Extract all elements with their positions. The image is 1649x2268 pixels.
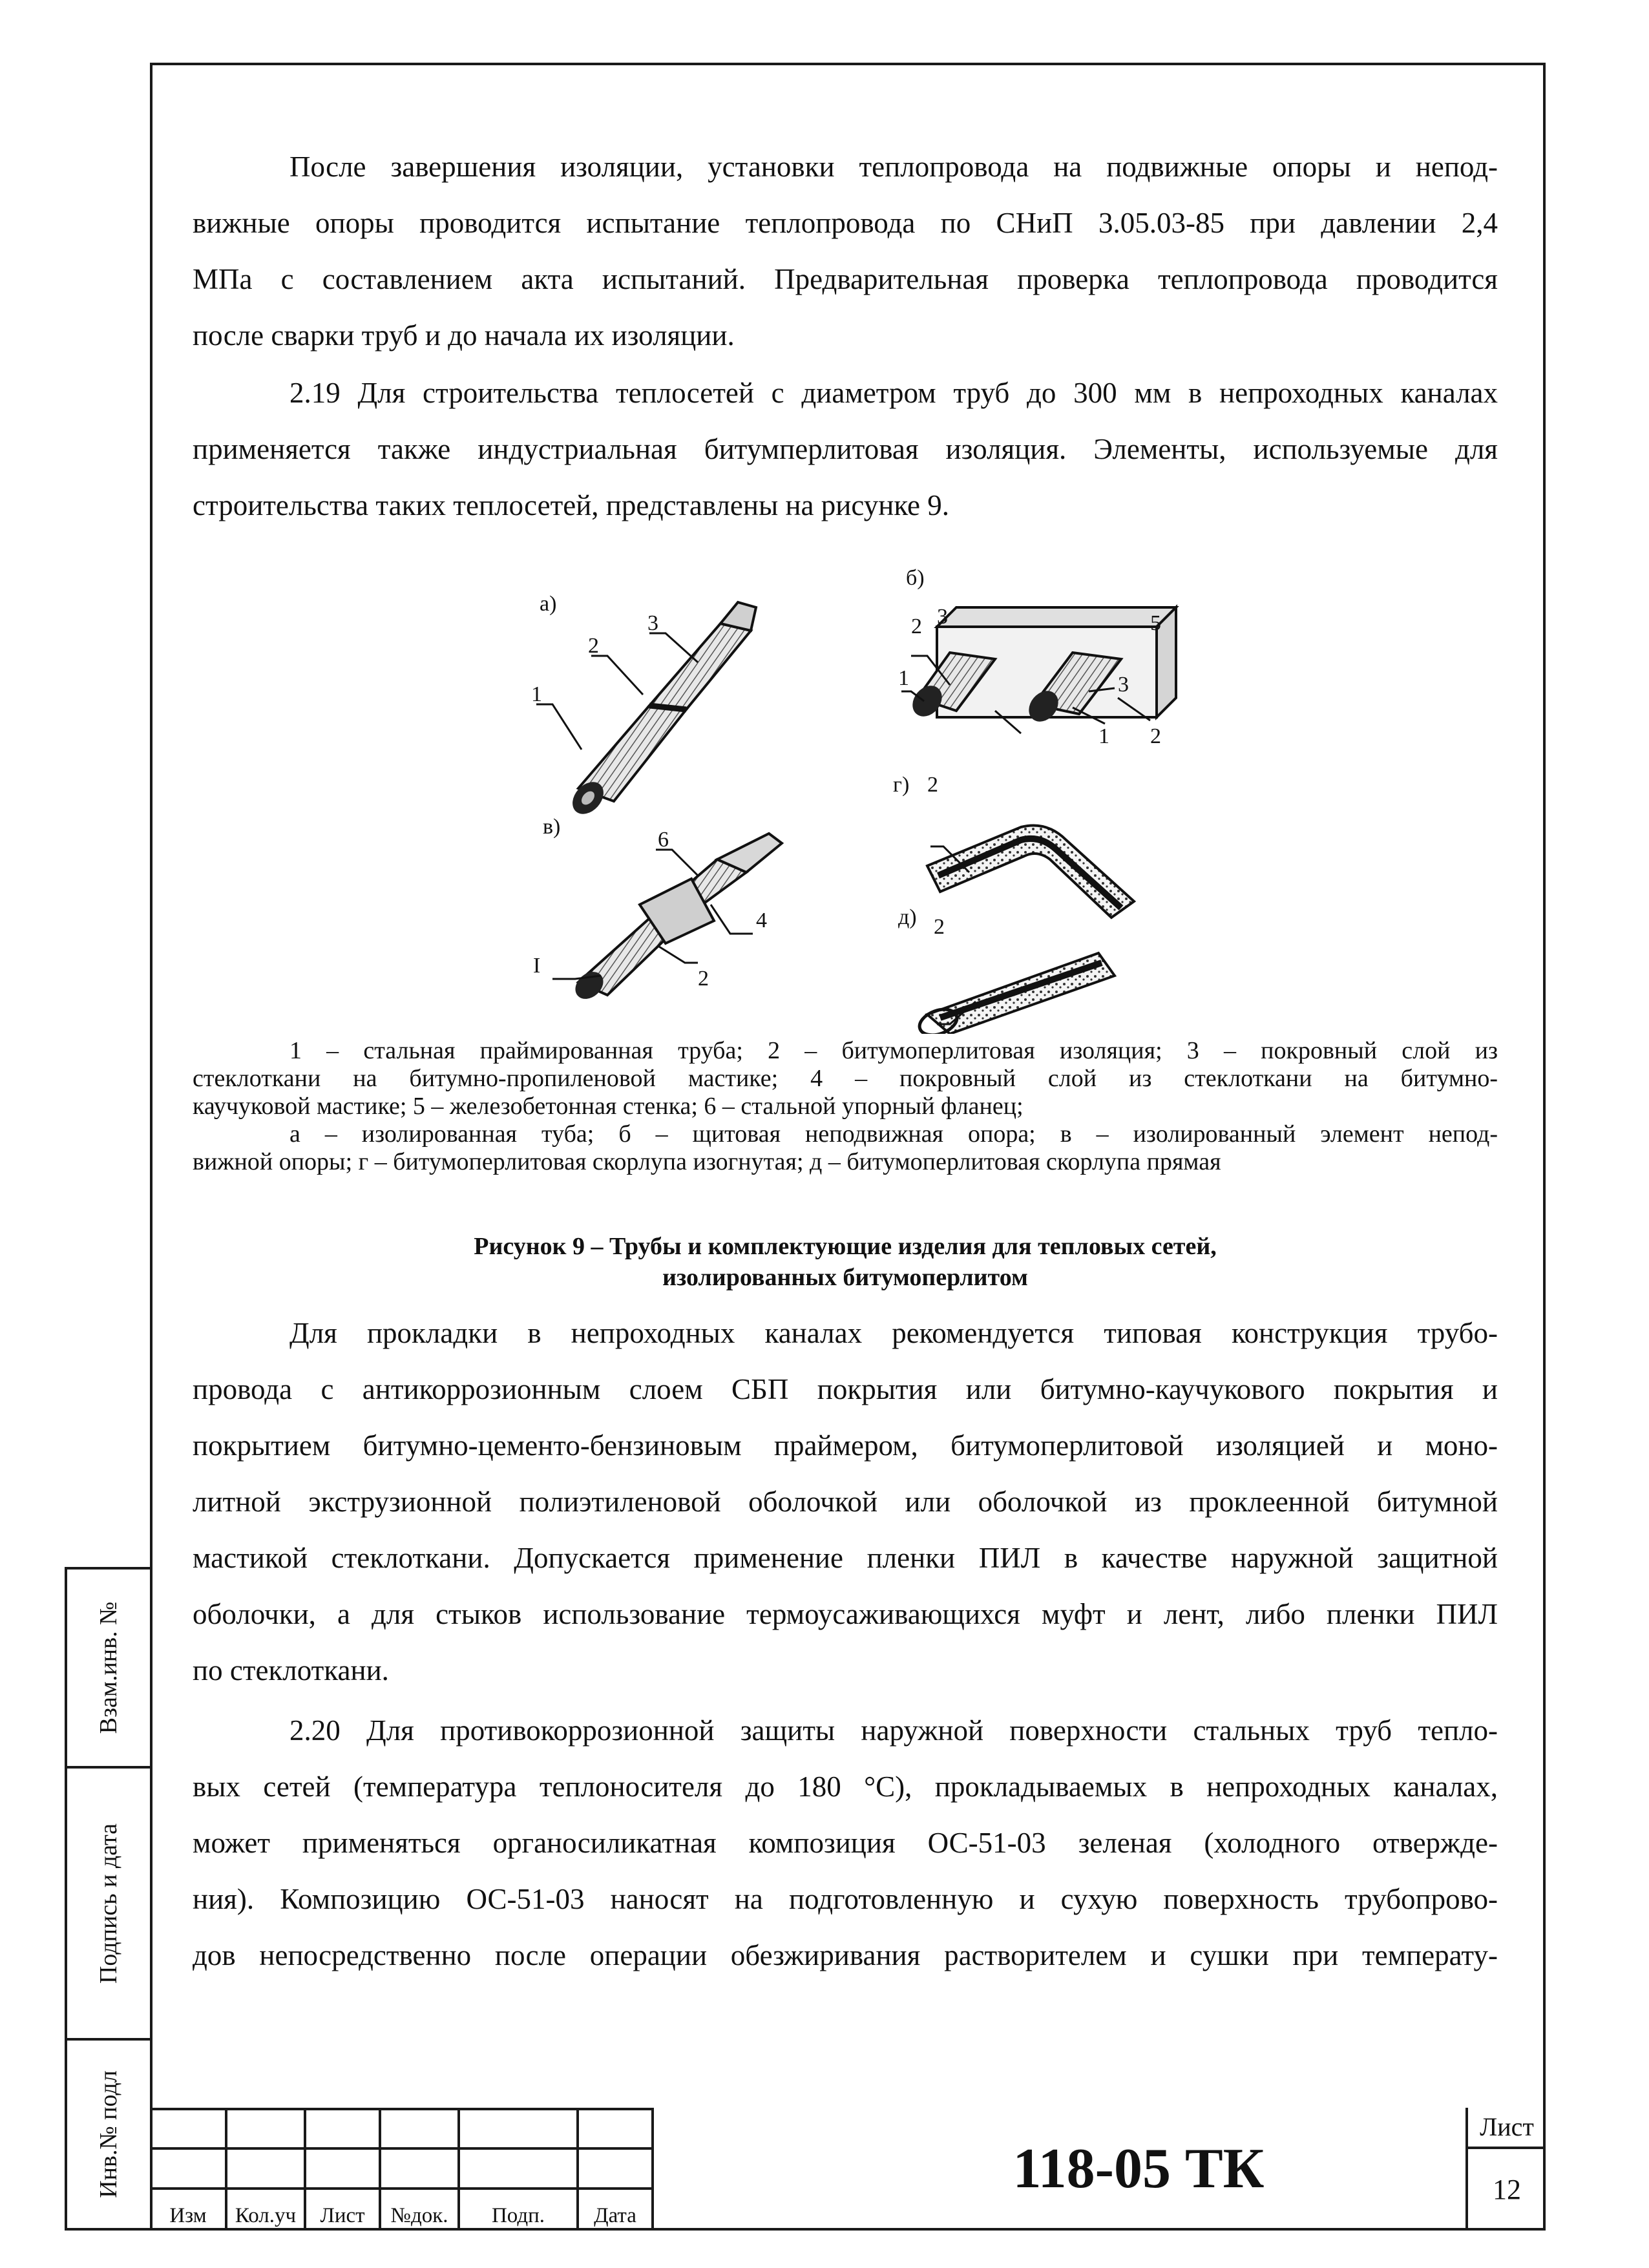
sheet-box [1465,2108,1546,2231]
stamp-label-podp: Подп. [491,2204,545,2227]
sidebar-label-podpis: Подпись и дата [95,1823,122,1984]
sidebar-podpis-data [65,1766,150,2041]
callout-b-3a: 3 [937,605,948,629]
panel-label-b: б) [906,566,925,590]
figure-title-line: изолированных битумоперлитом [662,1264,1028,1291]
sidebar-label-inv: Инв.№ подл [95,2070,122,2198]
panel-label-g: г) [893,773,910,797]
text-line: после сварки труб и до начала их изоляции. [193,319,735,352]
sheet-number: 12 [1493,2174,1521,2205]
callout-b-1b: 1 [1098,724,1109,748]
legend-line: 1 – стальная праймированная труба; 2 – битумоперлитовая изоляция; 3 – покровный слой из [289,1037,1498,1064]
text-line: вых сетей (температура теплоносителя до 180 °С), прокладываемых в непроходных каналах, [193,1770,1498,1803]
sidebar-inv-podl [65,2038,150,2231]
callout-b-2: 2 [911,614,922,638]
paragraph-1 [193,139,1498,364]
panel-label-a: а) [540,592,557,616]
text-line: мастикой стеклоткани. Допускается применение пленки ПИЛ в качестве наружной защитной [193,1542,1498,1574]
text-line: После завершения изоляции, установки теплопровода на подвижные опоры и непод- [289,151,1498,183]
stamp-label-izm: Изм [169,2204,207,2227]
figure-legend [193,1037,1498,1176]
callout-v-6: 6 [658,828,669,852]
document-id: 118-05 ТК [1013,2137,1265,2200]
callout-d-2: 2 [934,915,945,939]
callout-a-2: 2 [588,634,599,658]
legend-line: каучуковой мастике; 5 – железобетонная стенка; 6 – стальной упорный фланец; [193,1093,1024,1120]
legend-line: стеклоткани на битумно-пропиленовой мастике; 4 – покровный слой из стеклоткани на битумно- [193,1065,1498,1092]
sheet-label: Лист [1468,2108,1546,2149]
sidebar-label-vzam: Взам.инв. № [95,1601,122,1734]
text-line: вижные опоры проводится испытание теплопровода по СНиП 3.05.03-85 при давлении 2,4 [193,207,1498,239]
paragraph-3 [193,1305,1498,1699]
text-line: ния). Композицию ОС-51-03 наносят на подготовленную и сухую поверхность трубопрово- [193,1883,1498,1915]
sidebar-vzam-inv [65,1567,150,1769]
callout-a-3: 3 [647,611,658,635]
callout-v-2: 2 [698,967,709,991]
paragraph-2-20 [193,1703,1498,1984]
text-line: по стеклоткани. [193,1654,389,1686]
legend-line: а – изолированная туба; б – щитовая неподвижная опора; в – изолированный элемент непод- [289,1120,1498,1148]
paragraph-2-19 [193,365,1498,534]
text-line: покрытием битумно-цементо-бензиновым праймером, битумоперлитовой изоляцией и моно- [193,1429,1498,1462]
callout-b-5: 5 [1150,611,1161,635]
text-line: может применяться органосиликатная композиция ОС-51-03 зеленая (холодного отвержде- [193,1827,1498,1859]
stamp-label-ndok: №док. [390,2204,448,2227]
text-line: Для прокладки в непроходных каналах рекомендуется типовая конструкция трубо- [289,1317,1498,1349]
shell-straight-d-drawing [916,953,1115,1034]
text-line: провода с антикоррозионным слоем СБП покрытия или битумно-каучукового покрытия и [193,1373,1498,1405]
stamp-label-kol: Кол.уч [235,2204,297,2227]
text-line: 2.19 Для строительства теплосетей с диаметром труб до 300 мм в непроходных каналах [289,377,1498,409]
text-line: дов непосредственно после операции обезжиривания растворителем и сушки при температу- [193,1939,1498,1971]
shell-bent-g-drawing [927,826,1134,918]
figure-title-line: Рисунок 9 – Трубы и комплектующие изделия для тепловых сетей, [474,1233,1217,1260]
title-block [150,2108,1546,2231]
callout-b-3b: 3 [1118,673,1129,697]
text-line: МПа с составлением акта испытаний. Предварительная проверка теплопровода проводится [193,263,1498,295]
callout-v-4: 4 [756,908,767,932]
text-line: строительства таких теплосетей, представлены на рисунке 9. [193,489,950,521]
panel-label-v: в) [543,815,561,839]
figure-title [193,1231,1498,1293]
stamp-label-data: Дата [594,2204,636,2227]
callout-a-1: 1 [531,682,542,706]
figure-9-drawing [504,556,1260,1034]
panel-label-d: д) [898,905,917,929]
text-line: 2.20 Для противокоррозионной защиты наружной поверхности стальных труб тепло- [289,1714,1498,1747]
callout-b-2b: 2 [1150,724,1161,748]
callout-v-1: I [533,954,541,978]
text-line: оболочки, а для стыков использование термоусаживающихся муфт и лент, либо пленки ПИЛ [193,1598,1498,1630]
callout-b-1a: 1 [898,666,909,690]
callout-g-2: 2 [927,773,938,797]
legend-line: вижной опоры; г – битумоперлитовая скорлупа изогнутая; д – битумоперлитовая скорлупа прямая [193,1148,1221,1175]
stamp-label-list: Лист [320,2204,365,2227]
text-line: применяется также индустриальная битумперлитовая изоляция. Элементы, используемые для [193,433,1498,465]
text-line: литной экструзионной полиэтиленовой оболочкой или оболочкой из проклеенной битумной [193,1486,1498,1518]
flange-v-drawing [570,834,782,1004]
